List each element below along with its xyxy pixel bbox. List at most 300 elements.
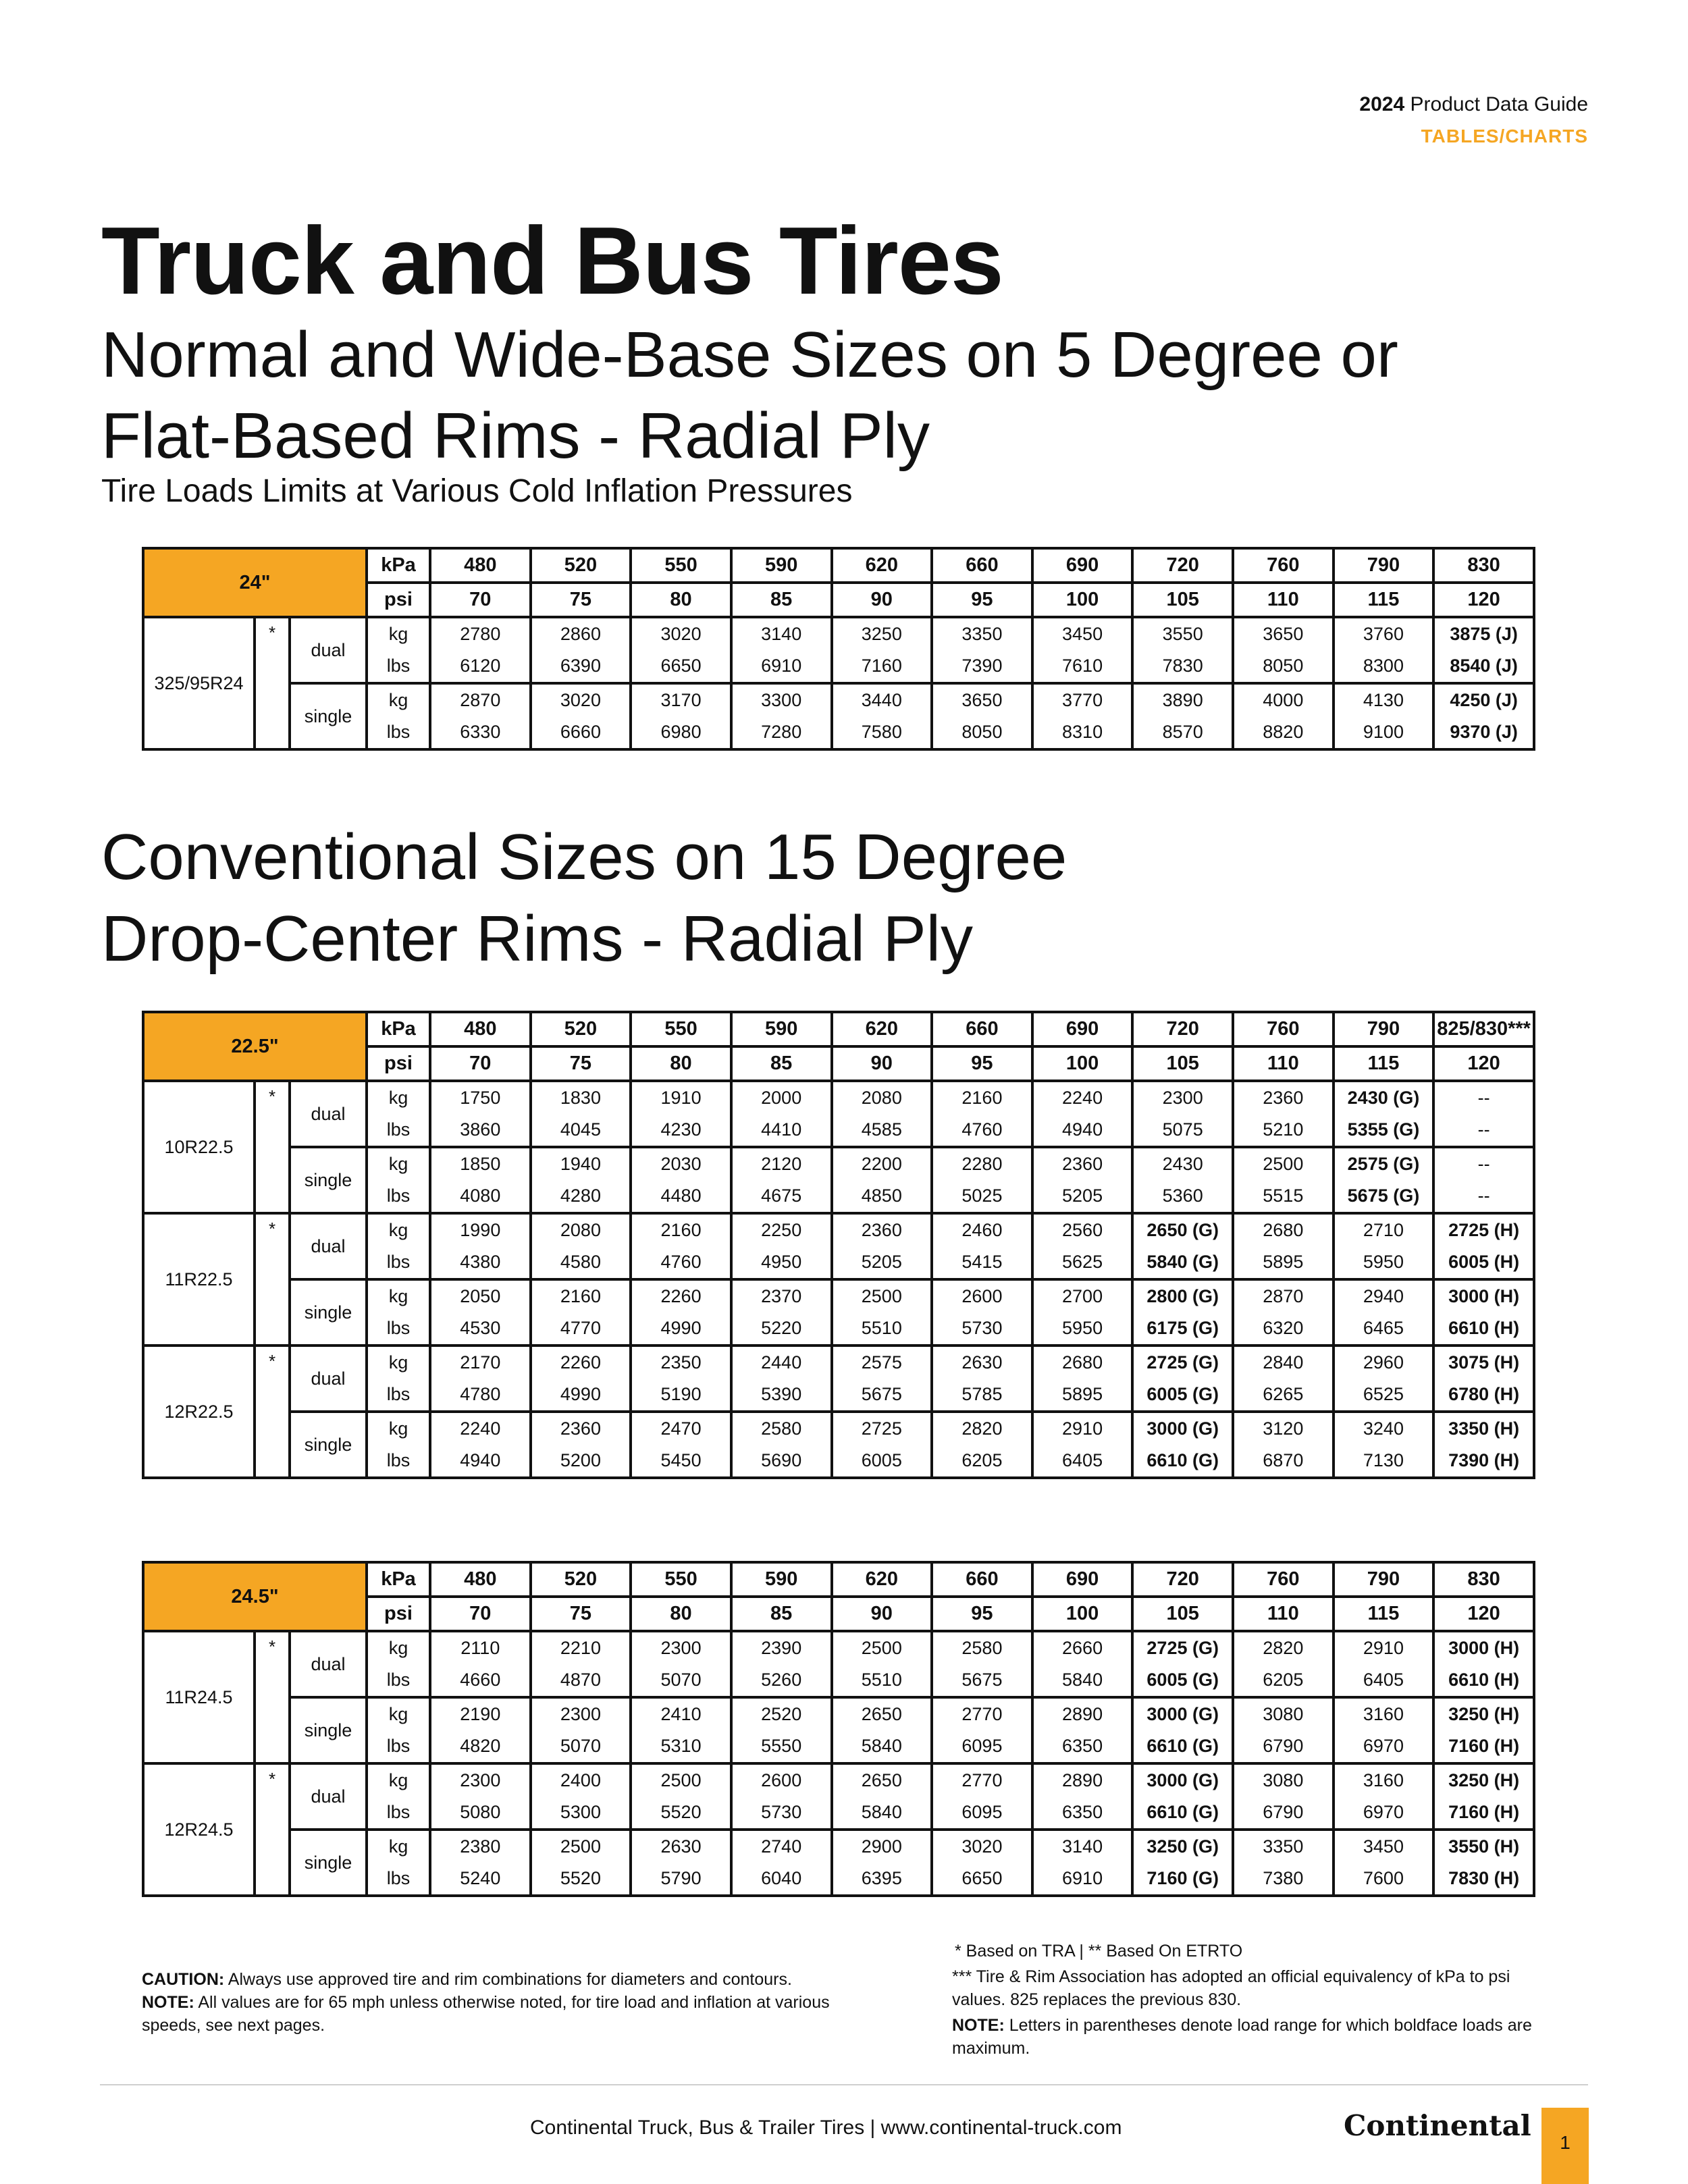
note-text: All values are for 65 mph unless otherwise noted, for tire load and inflation at various speeds, see next pages. bbox=[142, 1993, 830, 2035]
load-value: 2360 bbox=[531, 1412, 631, 1445]
load-table-24 bbox=[142, 547, 1535, 751]
load-value: 3000 (G) bbox=[1132, 1412, 1233, 1445]
load-value: 2740 bbox=[731, 1830, 832, 1863]
load-value: 2900 bbox=[832, 1830, 932, 1863]
psi-header-cell: 100 bbox=[1032, 1046, 1133, 1081]
kpa-header-cell: 620 bbox=[832, 1562, 932, 1597]
load-value: 2260 bbox=[531, 1346, 631, 1379]
kpa-header-cell: 620 bbox=[832, 548, 932, 583]
load-value: 6610 (G) bbox=[1132, 1730, 1233, 1763]
load-value: -- bbox=[1433, 1081, 1534, 1114]
load-value: 7130 bbox=[1334, 1445, 1434, 1478]
psi-header-cell: 100 bbox=[1032, 583, 1133, 617]
load-value: 3020 bbox=[531, 683, 631, 716]
psi-header-cell: 85 bbox=[731, 583, 832, 617]
load-value: 6650 bbox=[631, 650, 731, 683]
load-value: 2380 bbox=[430, 1830, 531, 1863]
tire-size: 325/95R24 bbox=[143, 617, 255, 749]
kpa-header-cell: 660 bbox=[932, 548, 1032, 583]
load-value: 2560 bbox=[1032, 1213, 1133, 1246]
load-value: 4940 bbox=[1032, 1114, 1133, 1147]
load-value: 6405 bbox=[1334, 1664, 1434, 1697]
load-value: 6320 bbox=[1233, 1312, 1334, 1346]
load-value: 5730 bbox=[932, 1312, 1032, 1346]
load-value: 2160 bbox=[631, 1213, 731, 1246]
kpa-header-cell: 825/830*** bbox=[1433, 1012, 1534, 1046]
psi-header-cell: 75 bbox=[531, 1597, 631, 1631]
load-value: 1910 bbox=[631, 1081, 731, 1114]
load-value: 3020 bbox=[932, 1830, 1032, 1863]
load-value: 3650 bbox=[932, 683, 1032, 716]
load-value: 5240 bbox=[430, 1863, 531, 1896]
unit-label: lbs bbox=[367, 650, 430, 683]
service-type: single bbox=[290, 1697, 367, 1763]
load-value: 3160 bbox=[1334, 1697, 1434, 1730]
load-value: 3160 bbox=[1334, 1763, 1434, 1796]
footer-divider bbox=[100, 2084, 1588, 2085]
load-value: 6265 bbox=[1233, 1379, 1334, 1412]
psi-header-cell: 120 bbox=[1433, 1597, 1534, 1631]
load-value: 5025 bbox=[932, 1180, 1032, 1213]
load-value: 2120 bbox=[731, 1147, 832, 1180]
header-section: TABLES/CHARTS bbox=[1421, 126, 1588, 147]
load-value: 2400 bbox=[531, 1763, 631, 1796]
load-value: 3450 bbox=[1334, 1830, 1434, 1863]
psi-header-cell: 120 bbox=[1433, 583, 1534, 617]
load-value: 1850 bbox=[430, 1147, 531, 1180]
load-value: 3170 bbox=[631, 683, 731, 716]
load-value: 7830 bbox=[1132, 650, 1233, 683]
load-value: 4820 bbox=[430, 1730, 531, 1763]
load-value: 2250 bbox=[731, 1213, 832, 1246]
load-value: 5510 bbox=[832, 1664, 932, 1697]
load-value: 2280 bbox=[932, 1147, 1032, 1180]
load-value: 3140 bbox=[1032, 1830, 1133, 1863]
load-value: 6790 bbox=[1233, 1796, 1334, 1830]
kpa-header-cell: 590 bbox=[731, 548, 832, 583]
tra-note: * Based on TRA | ** Based On ETRTO bbox=[955, 1942, 1243, 1961]
load-value: 6005 bbox=[832, 1445, 932, 1478]
unit-label: kg bbox=[367, 1346, 430, 1379]
load-value: 7380 bbox=[1233, 1863, 1334, 1896]
load-value: 4380 bbox=[430, 1246, 531, 1279]
unit-label: kg bbox=[367, 1213, 430, 1246]
load-value: 5550 bbox=[731, 1730, 832, 1763]
unit-label: kg bbox=[367, 1081, 430, 1114]
page-number-tab bbox=[1541, 2108, 1589, 2184]
load-value: 5895 bbox=[1233, 1246, 1334, 1279]
load-value: 5070 bbox=[531, 1730, 631, 1763]
load-value: 6980 bbox=[631, 716, 731, 749]
load-value: 2430 (G) bbox=[1334, 1081, 1434, 1114]
load-value: 2410 bbox=[631, 1697, 731, 1730]
load-value: 2360 bbox=[1233, 1081, 1334, 1114]
load-value: 2500 bbox=[531, 1830, 631, 1863]
load-value: 3000 (H) bbox=[1433, 1631, 1534, 1664]
continental-logo: Continental bbox=[1344, 2109, 1531, 2142]
kpa-header-cell: 520 bbox=[531, 1562, 631, 1597]
load-value: 2710 bbox=[1334, 1213, 1434, 1246]
load-value: 5675 bbox=[932, 1664, 1032, 1697]
load-value: 2000 bbox=[731, 1081, 832, 1114]
kpa-header-cell: 760 bbox=[1233, 1562, 1334, 1597]
kpa-header-cell: 690 bbox=[1032, 1012, 1133, 1046]
load-value: 2725 (G) bbox=[1132, 1631, 1233, 1664]
kpa-header-cell: 790 bbox=[1334, 1012, 1434, 1046]
load-value: 7830 (H) bbox=[1433, 1863, 1534, 1896]
header-row-kpa bbox=[143, 548, 1534, 583]
footnotes-right bbox=[952, 1940, 1533, 2060]
unit-label: kg bbox=[367, 1763, 430, 1796]
load-value: 2050 bbox=[430, 1279, 531, 1312]
load-value: 4250 (J) bbox=[1433, 683, 1534, 716]
load-value: 3760 bbox=[1334, 617, 1434, 650]
load-value: 2350 bbox=[631, 1346, 731, 1379]
load-value: 2360 bbox=[1032, 1147, 1133, 1180]
load-value: 2700 bbox=[1032, 1279, 1133, 1312]
load-value: 5205 bbox=[1032, 1180, 1133, 1213]
psi-header-cell: 85 bbox=[731, 1597, 832, 1631]
load-value: 5390 bbox=[731, 1379, 832, 1412]
table-row bbox=[143, 1412, 1534, 1445]
psi-header-cell: 105 bbox=[1132, 1597, 1233, 1631]
load-value: 3875 (J) bbox=[1433, 617, 1534, 650]
load-value: 5075 bbox=[1132, 1114, 1233, 1147]
psi-unit-label: psi bbox=[367, 1046, 430, 1081]
psi-header-cell: 70 bbox=[430, 1597, 531, 1631]
load-value: 2080 bbox=[832, 1081, 932, 1114]
psi-header-cell: 95 bbox=[932, 1046, 1032, 1081]
psi-header-cell: 105 bbox=[1132, 1046, 1233, 1081]
service-type: single bbox=[290, 1279, 367, 1346]
load-value: 3350 bbox=[1233, 1830, 1334, 1863]
load-value: 9370 (J) bbox=[1433, 716, 1534, 749]
load-value: 5070 bbox=[631, 1664, 731, 1697]
kpa-header-cell: 720 bbox=[1132, 548, 1233, 583]
load-value: 5790 bbox=[631, 1863, 731, 1896]
table-row bbox=[143, 1081, 1534, 1114]
load-value: 7160 (H) bbox=[1433, 1796, 1534, 1830]
kpa-header-cell: 620 bbox=[832, 1012, 932, 1046]
load-value: 3550 (H) bbox=[1433, 1830, 1534, 1863]
load-value: 2940 bbox=[1334, 1279, 1434, 1312]
load-value: 6175 (G) bbox=[1132, 1312, 1233, 1346]
load-table-22-5 bbox=[142, 1011, 1535, 1479]
kpa-unit-label: kPa bbox=[367, 1562, 430, 1597]
psi-header-cell: 100 bbox=[1032, 1597, 1133, 1631]
subtitle-2-line-1: Conventional Sizes on 15 Degree bbox=[101, 821, 1067, 893]
load-value: 6790 bbox=[1233, 1730, 1334, 1763]
load-value: 6350 bbox=[1032, 1730, 1133, 1763]
table-row bbox=[143, 1147, 1534, 1180]
load-value: 4990 bbox=[531, 1379, 631, 1412]
load-value: 6040 bbox=[731, 1863, 832, 1896]
rim-size-label: 22.5" bbox=[143, 1012, 367, 1081]
note-label: NOTE: bbox=[142, 1993, 194, 2012]
psi-header-cell: 75 bbox=[531, 583, 631, 617]
load-value: 2770 bbox=[932, 1763, 1032, 1796]
service-type: dual bbox=[290, 1081, 367, 1147]
load-value: 5950 bbox=[1334, 1246, 1434, 1279]
load-value: 5300 bbox=[531, 1796, 631, 1830]
load-value: 3080 bbox=[1233, 1763, 1334, 1796]
standard-marker: * bbox=[255, 617, 290, 749]
load-value: 2390 bbox=[731, 1631, 832, 1664]
unit-label: kg bbox=[367, 1631, 430, 1664]
unit-label: lbs bbox=[367, 1796, 430, 1830]
table-row bbox=[143, 1213, 1534, 1246]
psi-header-cell: 110 bbox=[1233, 1046, 1334, 1081]
load-value: 5355 (G) bbox=[1334, 1114, 1434, 1147]
load-value: 5895 bbox=[1032, 1379, 1133, 1412]
load-value: 6910 bbox=[1032, 1863, 1133, 1896]
kpa-unit-label: kPa bbox=[367, 548, 430, 583]
kpa-unit-label: kPa bbox=[367, 1012, 430, 1046]
load-value: 8540 (J) bbox=[1433, 650, 1534, 683]
load-value: 2630 bbox=[932, 1346, 1032, 1379]
load-value: 4780 bbox=[430, 1379, 531, 1412]
kpa-header-cell: 590 bbox=[731, 1562, 832, 1597]
load-value: 7160 (H) bbox=[1433, 1730, 1534, 1763]
load-value: 2300 bbox=[631, 1631, 731, 1664]
load-value: 3350 bbox=[932, 617, 1032, 650]
load-value: 2600 bbox=[731, 1763, 832, 1796]
kpa-header-cell: 590 bbox=[731, 1012, 832, 1046]
standard-marker: * bbox=[255, 1763, 290, 1896]
load-value: 2840 bbox=[1233, 1346, 1334, 1379]
service-type: single bbox=[290, 683, 367, 749]
load-value: 8310 bbox=[1032, 716, 1133, 749]
psi-header-cell: 110 bbox=[1233, 583, 1334, 617]
psi-header-cell: 90 bbox=[832, 583, 932, 617]
load-value: 4760 bbox=[932, 1114, 1032, 1147]
load-value: 5515 bbox=[1233, 1180, 1334, 1213]
load-value: 3075 (H) bbox=[1433, 1346, 1534, 1379]
load-value: 2680 bbox=[1032, 1346, 1133, 1379]
load-value: 2860 bbox=[531, 617, 631, 650]
psi-header-cell: 75 bbox=[531, 1046, 631, 1081]
standard-marker: * bbox=[255, 1213, 290, 1346]
service-type: dual bbox=[290, 1346, 367, 1412]
load-value: 2630 bbox=[631, 1830, 731, 1863]
psi-header-cell: 115 bbox=[1334, 583, 1434, 617]
load-value: 3860 bbox=[430, 1114, 531, 1147]
header-guide: Product Data Guide bbox=[1410, 93, 1588, 115]
standard-marker: * bbox=[255, 1081, 290, 1213]
load-value: 2890 bbox=[1032, 1697, 1133, 1730]
unit-label: lbs bbox=[367, 1664, 430, 1697]
footnotes-left bbox=[142, 1968, 858, 2037]
load-value: 3000 (G) bbox=[1132, 1697, 1233, 1730]
load-value: 5840 (G) bbox=[1132, 1246, 1233, 1279]
load-value: 5310 bbox=[631, 1730, 731, 1763]
psi-header-cell: 95 bbox=[932, 1597, 1032, 1631]
load-value: 2300 bbox=[531, 1697, 631, 1730]
load-value: 4940 bbox=[430, 1445, 531, 1478]
load-value: 2660 bbox=[1032, 1631, 1133, 1664]
load-value: 2500 bbox=[832, 1631, 932, 1664]
load-value: 4850 bbox=[832, 1180, 932, 1213]
table-row bbox=[143, 617, 1534, 650]
service-type: single bbox=[290, 1412, 367, 1478]
table-row bbox=[143, 1346, 1534, 1379]
kpa-header-cell: 520 bbox=[531, 1012, 631, 1046]
load-value: 4280 bbox=[531, 1180, 631, 1213]
load-value: 3240 bbox=[1334, 1412, 1434, 1445]
table-row bbox=[143, 1763, 1534, 1796]
load-value: 6610 (G) bbox=[1132, 1445, 1233, 1478]
load-value: 2430 bbox=[1132, 1147, 1233, 1180]
load-value: 6395 bbox=[832, 1863, 932, 1896]
rim-size-label: 24.5" bbox=[143, 1562, 367, 1631]
load-value: 6350 bbox=[1032, 1796, 1133, 1830]
load-value: 6095 bbox=[932, 1796, 1032, 1830]
psi-header-cell: 70 bbox=[430, 583, 531, 617]
load-value: 5840 bbox=[1032, 1664, 1133, 1697]
kpa-header-cell: 550 bbox=[631, 1562, 731, 1597]
load-value: 5785 bbox=[932, 1379, 1032, 1412]
page-number: 1 bbox=[1560, 2132, 1571, 2153]
unit-label: lbs bbox=[367, 1730, 430, 1763]
load-value: 4660 bbox=[430, 1664, 531, 1697]
load-value: 2300 bbox=[1132, 1081, 1233, 1114]
header-year: 2024 bbox=[1359, 93, 1405, 115]
load-value: 6005 (H) bbox=[1433, 1246, 1534, 1279]
load-value: 5625 bbox=[1032, 1246, 1133, 1279]
kpa-header-cell: 690 bbox=[1032, 1562, 1133, 1597]
load-value: 2725 bbox=[832, 1412, 932, 1445]
header-row-kpa bbox=[143, 1562, 1534, 1597]
kpa-header-cell: 720 bbox=[1132, 1562, 1233, 1597]
load-value: 4230 bbox=[631, 1114, 731, 1147]
load-value: 5950 bbox=[1032, 1312, 1133, 1346]
psi-header-cell: 105 bbox=[1132, 583, 1233, 617]
load-value: 2870 bbox=[1233, 1279, 1334, 1312]
load-value: 3450 bbox=[1032, 617, 1133, 650]
load-value: 2910 bbox=[1334, 1631, 1434, 1664]
unit-label: lbs bbox=[367, 1180, 430, 1213]
standard-marker: * bbox=[255, 1631, 290, 1763]
unit-label: lbs bbox=[367, 1114, 430, 1147]
load-value: 5520 bbox=[531, 1863, 631, 1896]
load-value: 6780 (H) bbox=[1433, 1379, 1534, 1412]
load-value: 4530 bbox=[430, 1312, 531, 1346]
load-value: 2470 bbox=[631, 1412, 731, 1445]
psi-header-cell: 80 bbox=[631, 1597, 731, 1631]
load-value: 8050 bbox=[1233, 650, 1334, 683]
load-value: 2725 (H) bbox=[1433, 1213, 1534, 1246]
load-value: 4480 bbox=[631, 1180, 731, 1213]
load-value: 4000 bbox=[1233, 683, 1334, 716]
psi-unit-label: psi bbox=[367, 1597, 430, 1631]
tire-size: 12R24.5 bbox=[143, 1763, 255, 1896]
load-value: 6330 bbox=[430, 716, 531, 749]
load-value: 5450 bbox=[631, 1445, 731, 1478]
load-value: 3650 bbox=[1233, 617, 1334, 650]
load-value: 6205 bbox=[932, 1445, 1032, 1478]
load-value: 2960 bbox=[1334, 1346, 1434, 1379]
table-row bbox=[143, 683, 1534, 716]
kpa-header-cell: 720 bbox=[1132, 1012, 1233, 1046]
load-value: 2870 bbox=[430, 683, 531, 716]
load-value: 2360 bbox=[832, 1213, 932, 1246]
unit-label: kg bbox=[367, 1412, 430, 1445]
unit-label: lbs bbox=[367, 1379, 430, 1412]
page-title: Truck and Bus Tires bbox=[101, 207, 1003, 315]
load-value: 4580 bbox=[531, 1246, 631, 1279]
caution-label: CAUTION: bbox=[142, 1970, 225, 1989]
psi-header-cell: 95 bbox=[932, 583, 1032, 617]
load-value: 2300 bbox=[430, 1763, 531, 1796]
psi-unit-label: psi bbox=[367, 583, 430, 617]
kpa-header-cell: 550 bbox=[631, 548, 731, 583]
load-value: 2650 bbox=[832, 1697, 932, 1730]
service-type: dual bbox=[290, 1631, 367, 1697]
psi-header-cell: 90 bbox=[832, 1597, 932, 1631]
unit-label: kg bbox=[367, 1147, 430, 1180]
load-value: 5200 bbox=[531, 1445, 631, 1478]
kpa-header-cell: 790 bbox=[1334, 1562, 1434, 1597]
load-value: 5360 bbox=[1132, 1180, 1233, 1213]
kpa-header-cell: 660 bbox=[932, 1562, 1032, 1597]
load-value: 5080 bbox=[430, 1796, 531, 1830]
service-type: single bbox=[290, 1147, 367, 1213]
load-value: 2500 bbox=[1233, 1147, 1334, 1180]
load-value: 6465 bbox=[1334, 1312, 1434, 1346]
load-range-note-text: Letters in parentheses denote load range for which boldface loads are maximum. bbox=[952, 2016, 1532, 2058]
load-value: 2500 bbox=[631, 1763, 731, 1796]
load-value: 6390 bbox=[531, 650, 631, 683]
load-value: 5520 bbox=[631, 1796, 731, 1830]
caution-text: Always use approved tire and rim combinations for diameters and contours. bbox=[228, 1970, 792, 1989]
load-value: 2460 bbox=[932, 1213, 1032, 1246]
load-value: 2680 bbox=[1233, 1213, 1334, 1246]
psi-header-cell: 110 bbox=[1233, 1597, 1334, 1631]
load-value: 5210 bbox=[1233, 1114, 1334, 1147]
load-value: 2820 bbox=[932, 1412, 1032, 1445]
load-value: 1940 bbox=[531, 1147, 631, 1180]
load-value: 2520 bbox=[731, 1697, 832, 1730]
service-type: dual bbox=[290, 1213, 367, 1279]
load-value: 3550 bbox=[1132, 617, 1233, 650]
load-value: 2030 bbox=[631, 1147, 731, 1180]
service-type: dual bbox=[290, 1763, 367, 1830]
kpa-header-cell: 660 bbox=[932, 1012, 1032, 1046]
load-value: 4585 bbox=[832, 1114, 932, 1147]
load-value: 2650 (G) bbox=[1132, 1213, 1233, 1246]
load-value: 7610 bbox=[1032, 650, 1133, 683]
load-value: 4990 bbox=[631, 1312, 731, 1346]
load-value: 2820 bbox=[1233, 1631, 1334, 1664]
load-value: 4950 bbox=[731, 1246, 832, 1279]
load-value: 6970 bbox=[1334, 1796, 1434, 1830]
load-value: 4675 bbox=[731, 1180, 832, 1213]
load-value: 6650 bbox=[932, 1863, 1032, 1896]
load-value: 2160 bbox=[932, 1081, 1032, 1114]
load-value: 2580 bbox=[731, 1412, 832, 1445]
unit-label: lbs bbox=[367, 1246, 430, 1279]
service-type: single bbox=[290, 1830, 367, 1896]
load-value: 7390 bbox=[932, 650, 1032, 683]
psi-header-cell: 115 bbox=[1334, 1597, 1434, 1631]
table-row bbox=[143, 1279, 1534, 1312]
load-value: 2160 bbox=[531, 1279, 631, 1312]
load-value: 7600 bbox=[1334, 1863, 1434, 1896]
load-value: 2240 bbox=[1032, 1081, 1133, 1114]
unit-label: lbs bbox=[367, 1312, 430, 1346]
load-value: 2500 bbox=[832, 1279, 932, 1312]
load-value: 5260 bbox=[731, 1664, 832, 1697]
